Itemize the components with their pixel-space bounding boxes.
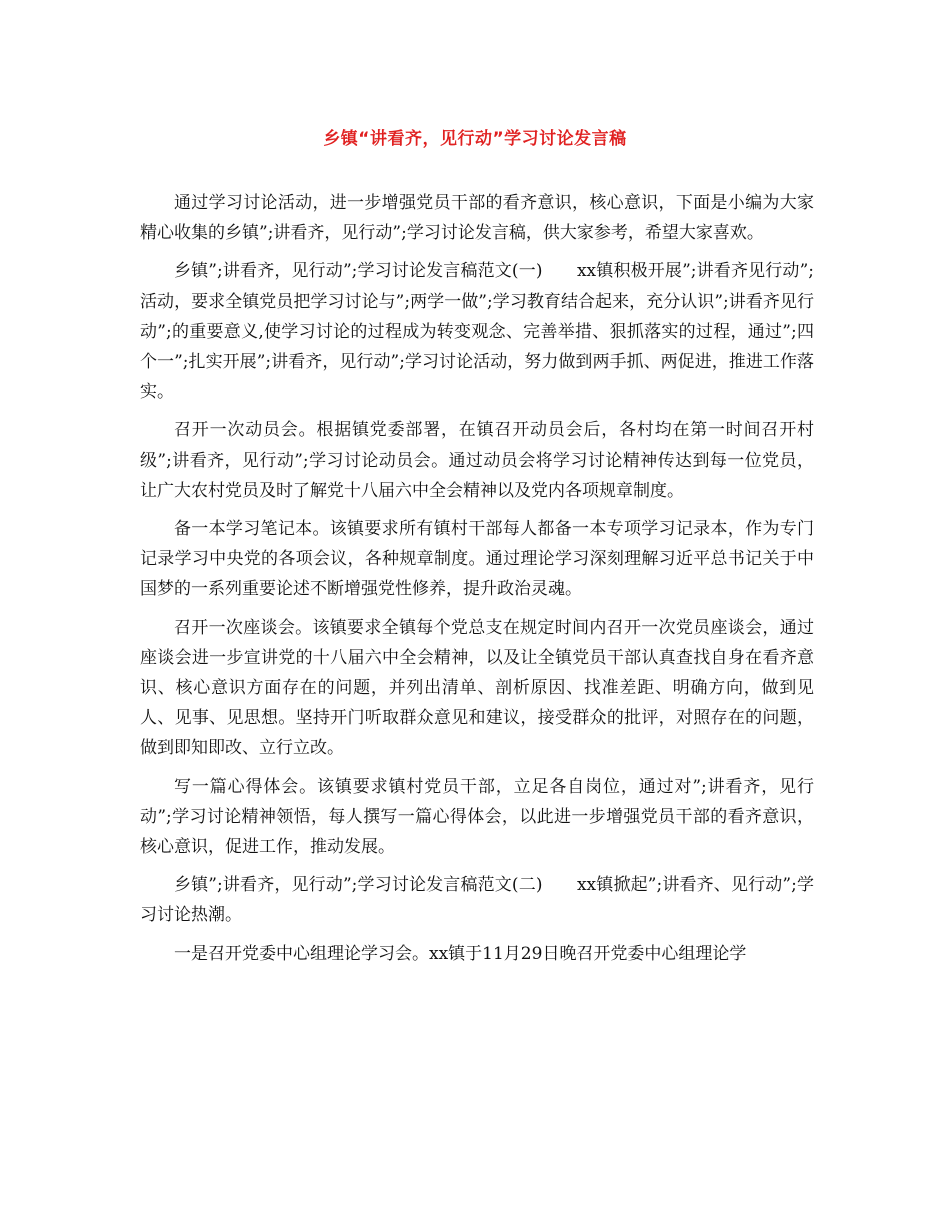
paragraph-symposium: 召开一次座谈会。该镇要求全镇每个党总支在规定时间内召开一次党员座谈会，通过座谈会进一步宣讲党的十八届六中全会精神，以及让全镇党员干部认真查找自身在看齐意识、核心意识方面存在的问题，并列出清单、剖析原因、找准差距、明确方向，做到见人、见事、见思想。坚持开门听取群众意见和建议，接受群众的批评，对照存在的问题，做到即知即改、立行立改。 bbox=[140, 617, 814, 759]
document-body bbox=[140, 188, 814, 977]
paragraph-sample-one: 乡镇”;讲看齐，见行动”;学习讨论发言稿范文(一) xx镇积极开展”;讲看齐见行动”;活动，要求全镇党员把学习讨论与”;两学一做”;学习教育结合起来，充分认识”;讲看齐见行动”;的重要意义,使学习讨论的过程成为转变观念、完善举措、狠抓落实的过程，通过”;四个一”;扎实开展”;讲看齐，见行动”;学习讨论活动，努力做到两手抓、两促进，推进工作落实。 bbox=[140, 261, 814, 403]
document-title: 乡镇“讲看齐，见行动”学习讨论发言稿 bbox=[323, 129, 627, 149]
paragraph-mobilization-meeting: 召开一次动员会。根据镇党委部署，在镇召开动员会后，各村均在第一时间召开村级”;讲看齐，见行动”;学习讨论动员会。通过动员会将学习讨论精神传达到每一位党员，让广大农村党员及时了解党十八届六中全会精神以及党内各项规章制度。 bbox=[140, 420, 814, 501]
paragraph-sample-two: 乡镇”;讲看齐，见行动”;学习讨论发言稿范文(二) xx镇掀起”;讲看齐、见行动”;学习讨论热潮。 bbox=[140, 875, 814, 926]
paragraph-theory-study: 一是召开党委中心组理论学习会。xx镇于11月29日晚召开党委中心组理论学 bbox=[174, 943, 747, 964]
paragraph-experience-report: 写一篇心得体会。该镇要求镇村党员干部，立足各自岗位，通过对”;讲看齐，见行动”;学习讨论精神领悟，每人撰写一篇心得体会，以此进一步增强党员干部的看齐意识，核心意识，促进工作，推动发展。 bbox=[140, 776, 814, 858]
paragraph-study-notebook: 备一本学习笔记本。该镇要求所有镇村干部每人都备一本专项学习记录本，作为专门记录学习中央党的各项会议，各种规章制度。通过理论学习深刻理解习近平总书记关于中国梦的一系列重要论述不断增强党性修养，提升政治灵魂。 bbox=[140, 519, 814, 600]
paragraph-intro: 通过学习讨论活动，进一步增强党员干部的看齐意识，核心意识，下面是小编为大家精心收集的乡镇”;讲看齐，见行动”;学习讨论发言稿，供大家参考，希望大家喜欢。 bbox=[140, 193, 814, 244]
